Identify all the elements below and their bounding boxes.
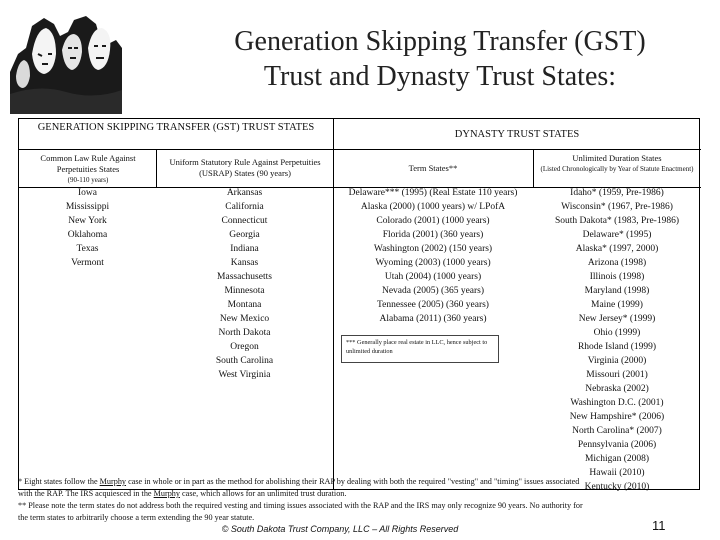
column-heading-usrap: Uniform Statutory Rule Against Perpetuities (USRAP) States (90 years)	[169, 157, 321, 178]
list-item: Ohio (1999)	[593, 328, 641, 338]
list-item: Iowa	[78, 188, 97, 198]
list-item: Delaware*** (1995) (Real Estate 110 years)	[348, 188, 518, 198]
list-item: Minnesota	[224, 286, 265, 296]
list-item: Michigan (2008)	[584, 454, 650, 464]
list-item: Washington D.C. (2001)	[570, 398, 664, 408]
list-item: Idaho* (1959, Pre-1986)	[570, 188, 664, 198]
list-item: Washington (2002) (150 years)	[373, 244, 493, 254]
list-item: Alaska* (1997, 2000)	[575, 244, 659, 254]
list-item: Nevada (2005) (365 years)	[381, 286, 485, 296]
unlimited-duration-states-list	[533, 186, 701, 494]
footnote-2-line-1: ** Please note the term states do not address both the required vesting and timing issues associated with the RAP and the IRS may only recognize 90 years. No authority for	[18, 501, 583, 510]
usrap-states-list	[156, 186, 333, 382]
list-item: South Dakota* (1983, Pre-1986)	[554, 216, 679, 226]
list-item: Oregon	[230, 342, 259, 352]
header-divider	[19, 149, 701, 150]
list-item: Indiana	[230, 244, 259, 254]
list-item: Pennsylvania (2006)	[577, 440, 657, 450]
list-item: Rhode Island (1999)	[577, 342, 657, 352]
gst-header: GENERATION SKIPPING TRANSFER (GST) TRUST STATES	[37, 122, 315, 133]
column-heading-common-law: Common Law Rule Against Perpetuities States (90-110 years)	[40, 153, 136, 184]
trust-states-table	[18, 118, 700, 490]
list-item: Georgia	[229, 230, 260, 240]
divider-col-1-2	[156, 149, 157, 188]
list-item: New Hampshire* (2006)	[569, 412, 665, 422]
page-number: 11	[652, 518, 666, 533]
column-heading-term: Term States**	[408, 163, 458, 173]
list-item: West Virginia	[218, 370, 271, 380]
list-item: Alaska (2000) (1000 years) w/ LPofA	[360, 202, 506, 212]
title-line-1: Generation Skipping Transfer (GST)	[234, 26, 646, 57]
mount-rushmore-icon	[10, 14, 122, 114]
list-item: Maryland (1998)	[584, 286, 650, 296]
list-item: Mississippi	[65, 202, 110, 212]
list-item: New Jersey* (1999)	[578, 314, 656, 324]
list-item: Arizona (1998)	[587, 258, 647, 268]
list-item: Vermont	[71, 258, 104, 268]
list-item: Arkansas	[226, 188, 263, 198]
term-states-list	[333, 186, 533, 326]
list-item: Virginia (2000)	[587, 356, 647, 366]
list-item: California	[225, 202, 264, 212]
list-item: Kentucky (2010)	[584, 482, 650, 492]
footnote-1-line-1: * Eight states follow the Murphy case in whole or in part as the method for abolishing their RAP by dealing with both the required "vesting" and "timing" issues associated	[18, 477, 580, 486]
list-item: Wyoming (2003) (1000 years)	[375, 258, 491, 268]
divider-col-3-4	[533, 149, 534, 188]
list-item: Utah (2004) (1000 years)	[384, 272, 482, 282]
list-item: New York	[68, 216, 107, 226]
list-item: Oklahoma	[67, 230, 108, 240]
list-item: New Mexico	[219, 314, 270, 324]
list-item: Delaware* (1995)	[582, 230, 652, 240]
common-law-states-list	[19, 186, 156, 270]
list-item: Tennessee (2005) (360 years)	[377, 300, 489, 310]
list-item: Connecticut	[221, 216, 268, 226]
list-item: Texas	[76, 244, 99, 254]
list-item: South Carolina	[215, 356, 274, 366]
list-item: Nebraska (2002)	[585, 384, 649, 394]
list-item: North Carolina* (2007)	[572, 426, 662, 436]
footnotes	[18, 476, 703, 524]
page-title	[160, 24, 720, 94]
list-item: Wisconsin* (1967, Pre-1986)	[561, 202, 673, 212]
real-estate-note-box: *** Generally place real estate in LLC, hence subject to unlimited duration	[341, 335, 499, 363]
list-item: Kansas	[230, 258, 259, 268]
list-item: Maine (1999)	[591, 300, 643, 310]
list-item: Florida (2001) (360 years)	[382, 230, 484, 240]
list-item: Massachusetts	[217, 272, 272, 282]
column-heading-unlimited: Unlimited Duration States (Listed Chronologically by Year of Statute Enactment)	[540, 153, 694, 173]
list-item: Alabama (2011) (360 years)	[379, 314, 487, 324]
footnote-1-line-2: with the RAP. The IRS acquiesced in the Murphy case, which allows for an unlimited trust duration.	[18, 489, 347, 498]
list-item: Montana	[227, 300, 262, 310]
copyright-notice: © South Dakota Trust Company, LLC – All Rights Reserved	[221, 524, 459, 534]
dynasty-header: DYNASTY TRUST STATES	[454, 129, 580, 140]
list-item: Colorado (2001) (1000 years)	[376, 216, 490, 226]
list-item: Illinois (1998)	[589, 272, 645, 282]
footnote-2-line-2: the term states to arbitrarily choose a term extending the 90 year statute.	[18, 513, 255, 522]
list-item: North Dakota	[218, 328, 271, 338]
title-line-2: Trust and Dynasty Trust States:	[263, 61, 617, 92]
list-item: Hawaii (2010)	[589, 468, 645, 478]
list-item: Missouri (2001)	[586, 370, 648, 380]
